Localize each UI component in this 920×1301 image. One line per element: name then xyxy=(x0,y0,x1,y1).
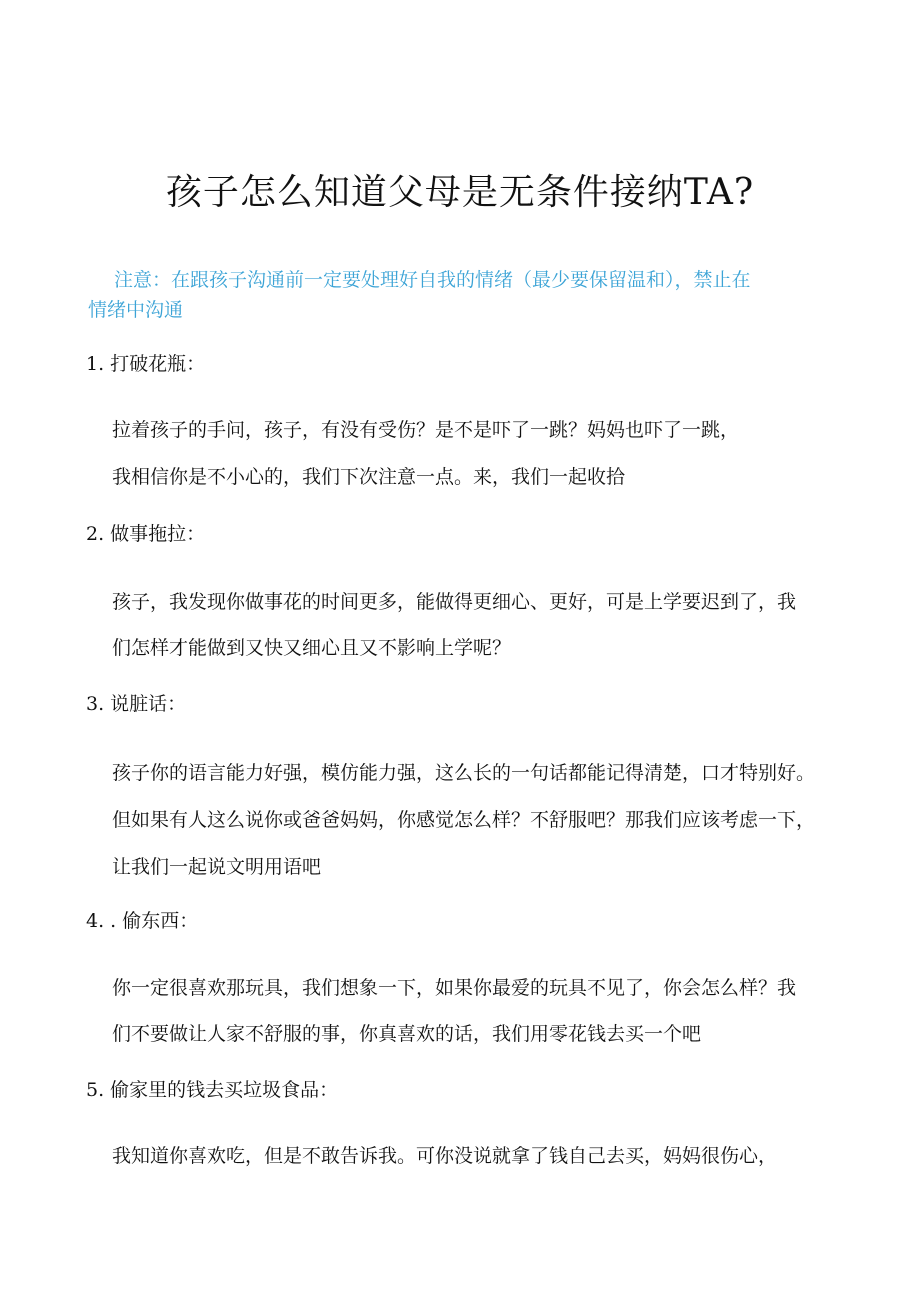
section-4-line-1: 你一定很喜欢那玩具，我们想象一下，如果你最爱的玩具不见了，你会怎么样？我 xyxy=(112,977,797,999)
note-line-1: 注意：在跟孩子沟通前一定要处理好自我的情绪（最少要保留温和），禁止在 xyxy=(114,269,751,291)
section-1-line-1: 拉着孩子的手问，孩子，有没有受伤？是不是吓了一跳？妈妈也吓了一跳， xyxy=(112,419,740,441)
section-5-line-1: 我知道你喜欢吃，但是不敢告诉我。可你没说就拿了钱自己去买，妈妈很伤心， xyxy=(112,1145,778,1167)
section-2-line-2: 们怎样才能做到又快又细心且又不影响上学呢？ xyxy=(112,637,512,659)
note-line-2: 情绪中沟通 xyxy=(88,299,184,321)
section-heading-4: 4. . 偷东西： xyxy=(86,910,199,932)
section-heading-3: 3. 说脏话： xyxy=(86,693,187,715)
section-3-line-3: 让我们一起说文明用语吧 xyxy=(112,856,322,878)
section-heading-2: 2. 做事拖拉： xyxy=(86,523,206,545)
section-4-line-2: 们不要做让人家不舒服的事，你真喜欢的话，我们用零花钱去买一个吧 xyxy=(112,1023,702,1045)
section-heading-5: 5. 偷家里的钱去买垃圾食品： xyxy=(86,1079,339,1101)
section-3-line-1: 孩子你的语言能力好强，模仿能力强，这么长的一句话都能记得清楚，口才特别好。 xyxy=(112,762,816,784)
section-1-line-2: 我相信你是不小心的，我们下次注意一点。来，我们一起收拾 xyxy=(112,466,626,488)
section-heading-1: 1. 打破花瓶： xyxy=(86,353,206,375)
document-title: 孩子怎么知道父母是无条件接纳TA? xyxy=(165,172,755,213)
note-paragraph xyxy=(88,265,848,325)
section-2-line-1: 孩子，我发现你做事花的时间更多，能做得更细心、更好，可是上学要迟到了，我 xyxy=(112,591,797,613)
section-3-line-2: 但如果有人这么说你或爸爸妈妈，你感觉怎么样？不舒服吧？那我们应该考虑一下， xyxy=(112,809,816,831)
